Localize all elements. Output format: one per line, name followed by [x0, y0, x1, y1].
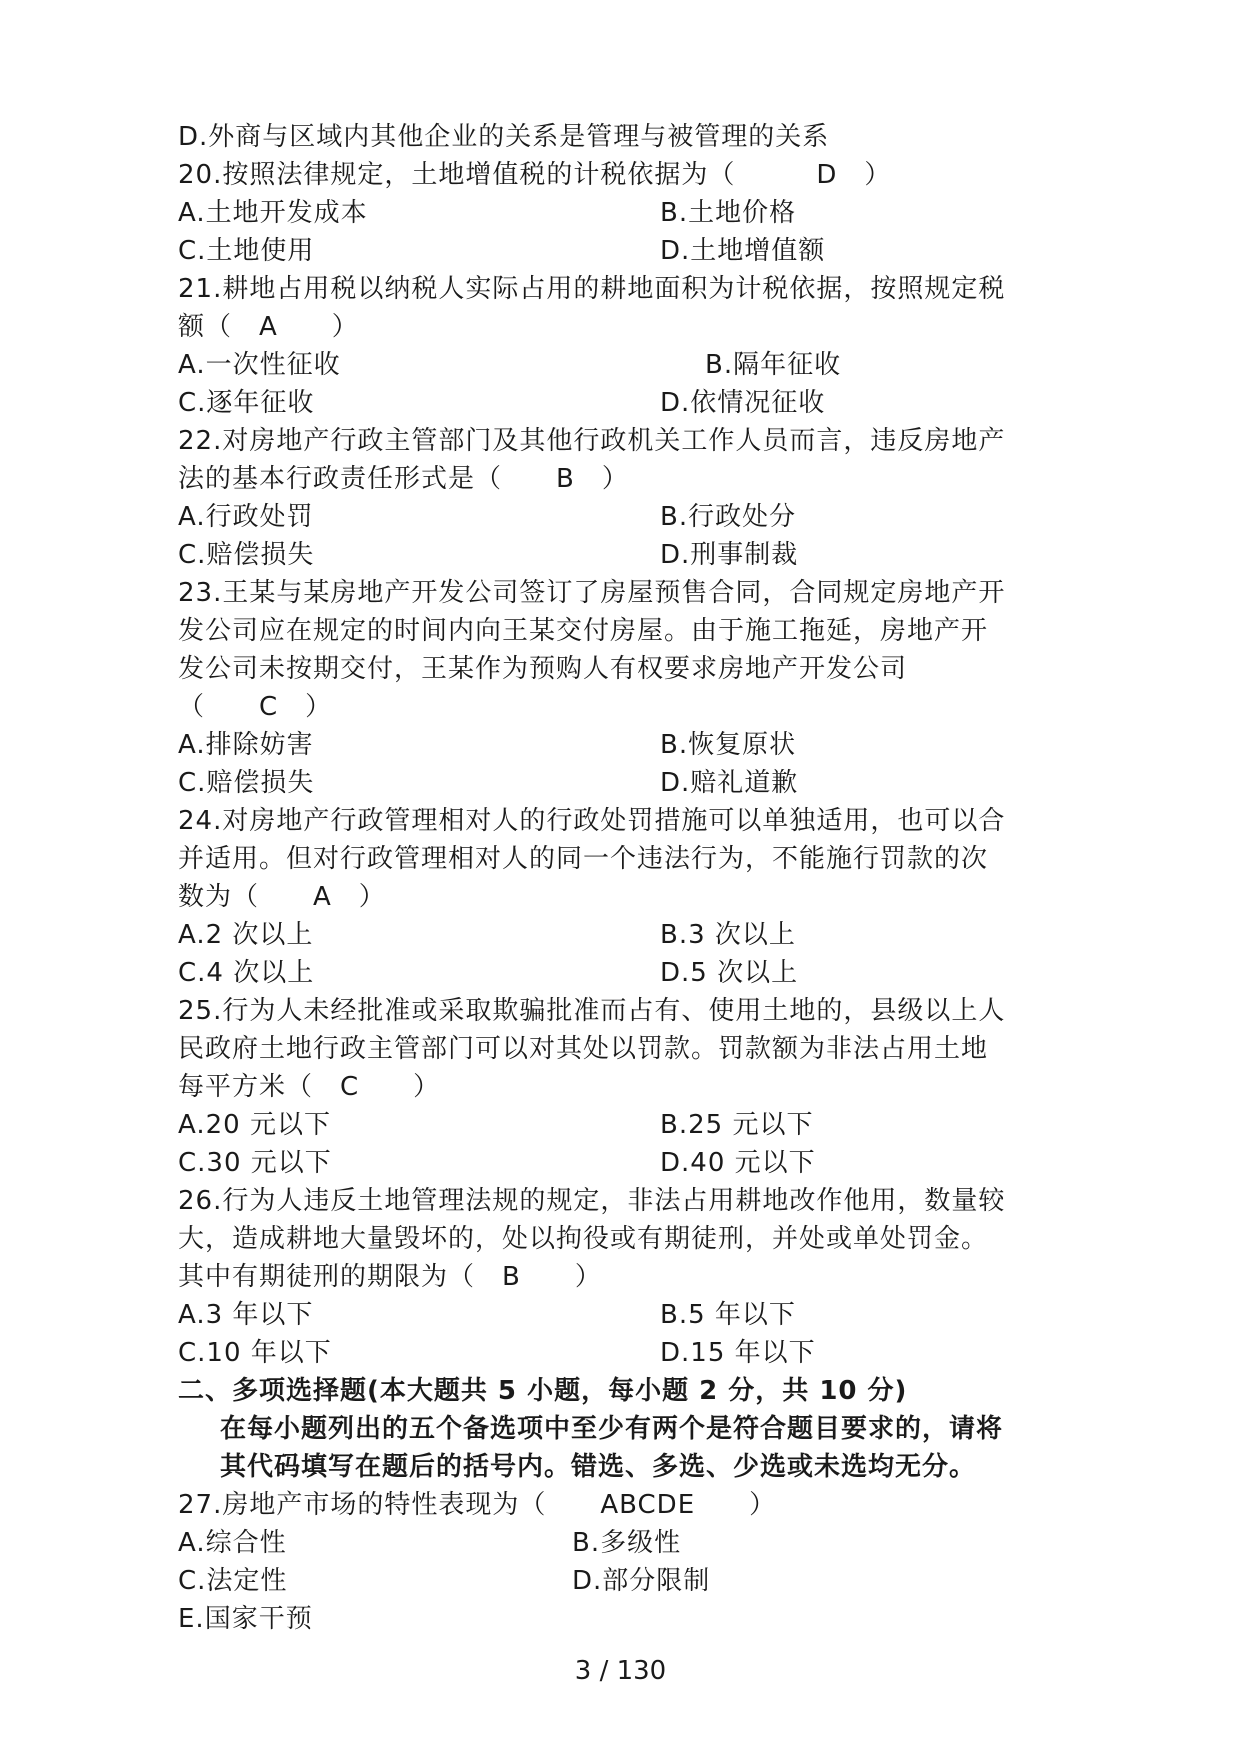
- option-d: D.15 年以下: [660, 1338, 816, 1368]
- option-b: B.土地价格: [660, 198, 797, 228]
- option-b: B.25 元以下: [660, 1110, 814, 1140]
- question-24: 24.对房地产行政管理相对人的行政处罚措施可以单独适用，也可以合: [178, 806, 1006, 836]
- section-instructions: 其代码填写在题后的括号内。错选、多选、少选或未选均无分。: [220, 1452, 977, 1482]
- option-a: A.20 元以下: [178, 1110, 331, 1140]
- section-heading: 二、多项选择题(本大题共 5 小题，每小题 2 分，共 10 分): [178, 1376, 908, 1406]
- question-26-cont: 其中有期徒刑的期限为（ B ）: [178, 1262, 602, 1292]
- option-d: D.部分限制: [572, 1566, 711, 1596]
- option-c: C.10 年以下: [178, 1338, 332, 1368]
- question-25-cont: 民政府土地行政主管部门可以对其处以罚款。罚款额为非法占用土地: [178, 1034, 989, 1064]
- option-d: D.赔礼道歉: [660, 768, 799, 798]
- option-d: D.40 元以下: [660, 1148, 816, 1178]
- option-e: E.国家干预: [178, 1604, 313, 1634]
- option-a: A.行政处罚: [178, 502, 314, 532]
- option-b: B.5 年以下: [660, 1300, 796, 1330]
- option-b: B.恢复原状: [660, 730, 797, 760]
- option-b: B.3 次以上: [660, 920, 796, 950]
- question-23-cont: 发公司应在规定的时间内向王某交付房屋。由于施工拖延，房地产开: [178, 616, 989, 646]
- option-c: C.赔偿损失: [178, 540, 315, 570]
- question-21-cont: 额（ A ）: [178, 312, 359, 342]
- option-a: A.土地开发成本: [178, 198, 368, 228]
- option-a: A.2 次以上: [178, 920, 314, 950]
- option-c: C.30 元以下: [178, 1148, 332, 1178]
- option-a: A.一次性征收: [178, 350, 341, 380]
- option-c: C.土地使用: [178, 236, 315, 266]
- option-b: B.行政处分: [660, 502, 797, 532]
- question-25: 25.行为人未经批准或采取欺骗批准而占有、使用土地的，县级以上人: [178, 996, 1006, 1026]
- question-27: 27.房地产市场的特性表现为（ ABCDE ）: [178, 1490, 777, 1520]
- question-26: 26.行为人违反土地管理法规的规定，非法占用耕地改作他用，数量较: [178, 1186, 1006, 1216]
- option-d: D.刑事制裁: [660, 540, 799, 570]
- option-b: B.多级性: [572, 1528, 682, 1558]
- question-24-cont: 数为（ A ）: [178, 882, 386, 912]
- question-25-cont: 每平方米（ C ）: [178, 1072, 441, 1102]
- option-c: C.4 次以上: [178, 958, 315, 988]
- option-c: C.逐年征收: [178, 388, 315, 418]
- question-23-answer: （ C ）: [178, 692, 333, 722]
- question-23-cont: 发公司未按期交付，王某作为预购人有权要求房地产开发公司: [178, 654, 908, 684]
- question-24-cont: 并适用。但对行政管理相对人的同一个违法行为，不能施行罚款的次: [178, 844, 989, 874]
- option-text: D.外商与区域内其他企业的关系是管理与被管理的关系: [178, 122, 830, 152]
- option-d: D.土地增值额: [660, 236, 826, 266]
- section-instructions: 在每小题列出的五个备选项中至少有两个是符合题目要求的，请将: [220, 1414, 1004, 1444]
- question-21: 21.耕地占用税以纳税人实际占用的耕地面积为计税依据，按照规定税: [178, 274, 1006, 304]
- option-a: A.综合性: [178, 1528, 287, 1558]
- question-20: 20.按照法律规定，土地增值税的计税依据为（ D ）: [178, 160, 892, 190]
- question-22-cont: 法的基本行政责任形式是（ B ）: [178, 464, 629, 494]
- option-b: B.隔年征收: [705, 350, 842, 380]
- question-23: 23.王某与某房地产开发公司签订了房屋预售合同，合同规定房地产开: [178, 578, 1006, 608]
- page-number: 3 / 130: [574, 1656, 667, 1686]
- question-22: 22.对房地产行政主管部门及其他行政机关工作人员而言，违反房地产: [178, 426, 1006, 456]
- option-a: A.排除妨害: [178, 730, 314, 760]
- option-a: A.3 年以下: [178, 1300, 314, 1330]
- option-d: D.5 次以上: [660, 958, 799, 988]
- option-d: D.依情况征收: [660, 388, 826, 418]
- question-26-cont: 大，造成耕地大量毁坏的，处以拘役或有期徒刑，并处或单处罚金。: [178, 1224, 989, 1254]
- option-c: C.赔偿损失: [178, 768, 315, 798]
- option-c: C.法定性: [178, 1566, 288, 1596]
